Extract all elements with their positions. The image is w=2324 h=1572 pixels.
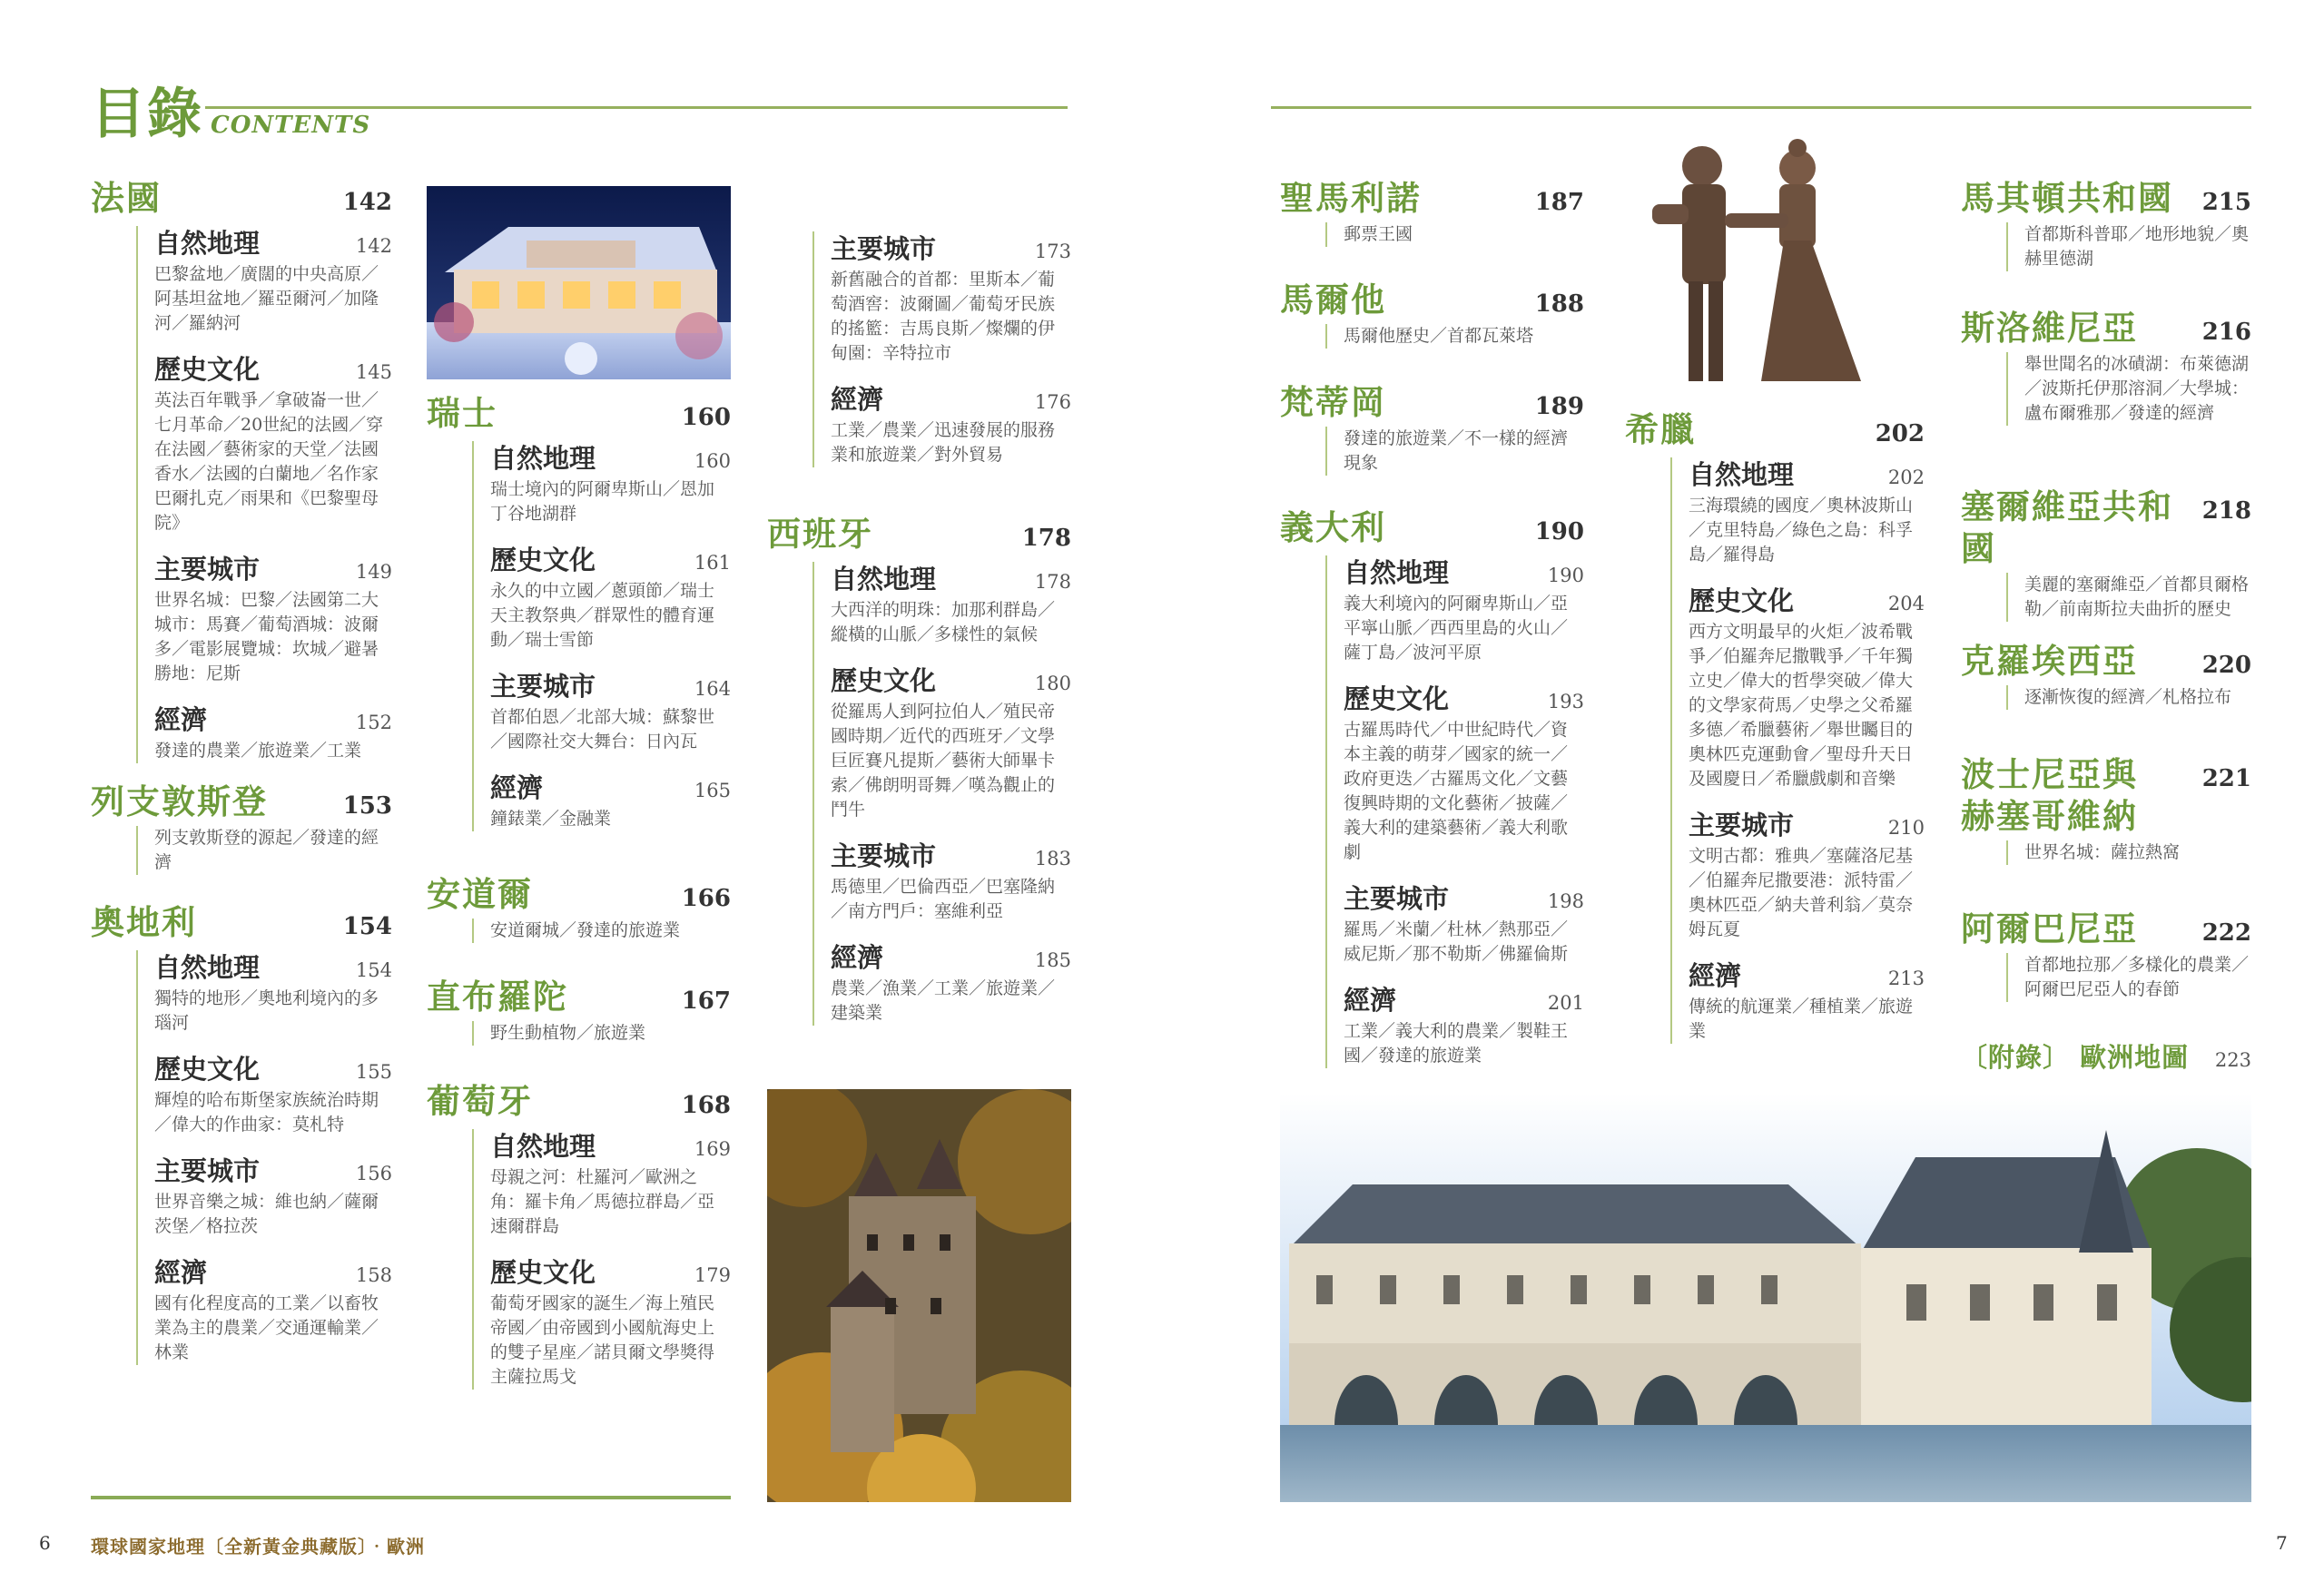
section-page: 178 bbox=[1034, 571, 1071, 593]
country-brief: 舉世聞名的冰磧湖：布萊德湖／波斯托伊那溶洞／大學城：盧布爾雅那／發達的經濟 bbox=[2006, 352, 2251, 426]
appendix-label: 〔附錄〕 歐洲地圖 bbox=[1961, 1042, 2190, 1073]
page-number-right: 7 bbox=[2276, 1532, 2288, 1554]
section-page: 165 bbox=[694, 780, 731, 801]
section-title: 自然地理 bbox=[1344, 557, 1450, 588]
section-desc: 世界名城：巴黎／法國第二大城市：馬賽／葡萄酒城：波爾多／電影展覽城：坎城／避暑勝地：尼斯 bbox=[154, 590, 379, 683]
toc-san-marino[interactable] bbox=[1280, 177, 1584, 247]
toc-switzerland[interactable] bbox=[427, 392, 731, 848]
section-title: 主要城市 bbox=[154, 1155, 261, 1186]
section-entry[interactable] bbox=[1689, 584, 1925, 791]
section-desc: 文明古都：雅典／塞薩洛尼基／伯羅奔尼撒要港：派特雷／奧林匹亞／納夫普利翁／莫奈姆瓦夏 bbox=[1689, 846, 1914, 939]
country-name: 梵蒂岡 bbox=[1280, 382, 1386, 422]
section-page: 173 bbox=[1034, 241, 1071, 262]
section-entry[interactable] bbox=[1344, 881, 1584, 967]
country-name: 塞爾維亞共和國 bbox=[1961, 486, 2173, 568]
section-desc: 從羅馬人到阿拉伯人／殖民帝國時期／近代的西班牙／文學巨匠賽凡提斯／藝術大師畢卡索／佛朗明哥舞／嘆為觀止的鬥牛 bbox=[831, 702, 1056, 820]
section-entry[interactable] bbox=[154, 1255, 392, 1365]
section-entry[interactable] bbox=[1344, 682, 1584, 865]
section-entry[interactable] bbox=[831, 663, 1071, 822]
section-entry[interactable] bbox=[154, 352, 392, 535]
section-desc: 羅馬／米蘭／杜林／熱那亞／威尼斯／那不勒斯／佛羅倫斯 bbox=[1344, 919, 1569, 964]
section-desc: 鐘錶業／金融業 bbox=[490, 809, 612, 829]
country-page: 218 bbox=[2201, 497, 2251, 525]
country-brief: 郵票王國 bbox=[1325, 222, 1584, 247]
section-title: 經濟 bbox=[1689, 960, 1742, 991]
country-name: 阿爾巴尼亞 bbox=[1961, 909, 2138, 948]
country-page: 189 bbox=[1534, 393, 1584, 420]
country-page: 167 bbox=[681, 987, 731, 1015]
section-page: 193 bbox=[1547, 691, 1584, 712]
section-title: 主要城市 bbox=[1344, 883, 1450, 914]
country-name: 直布羅陀 bbox=[427, 977, 568, 1017]
statue-couple-photo bbox=[1625, 132, 1925, 384]
country-brief: 世界名城：薩拉熱窩 bbox=[2006, 840, 2251, 865]
country-name: 馬爾他 bbox=[1280, 280, 1386, 319]
country-page: 190 bbox=[1534, 518, 1584, 545]
chateau-river-photo bbox=[1280, 1094, 2251, 1502]
country-name: 克羅埃西亞 bbox=[1961, 641, 2138, 681]
country-page: 188 bbox=[1534, 290, 1584, 318]
section-page: 145 bbox=[355, 361, 392, 383]
toc-appendix-europe-map[interactable] bbox=[1961, 1037, 2251, 1075]
country-page: 216 bbox=[2201, 319, 2251, 346]
section-entry[interactable] bbox=[1689, 808, 1925, 942]
toc-portugal[interactable] bbox=[427, 1080, 731, 1406]
footer-rule-left bbox=[91, 1496, 731, 1499]
section-page: 152 bbox=[355, 712, 392, 733]
contents-heading bbox=[91, 71, 370, 149]
section-page: 180 bbox=[1034, 673, 1071, 694]
section-page: 142 bbox=[355, 235, 392, 257]
section-desc: 永久的中立國／蔥頭節／瑞士天主教祭典／群眾性的體育運動／瑞士雪節 bbox=[490, 581, 715, 650]
section-title: 經濟 bbox=[1344, 985, 1397, 1016]
country-page: 221 bbox=[2201, 765, 2251, 792]
snowy-house-photo bbox=[427, 186, 731, 379]
section-title: 經濟 bbox=[154, 704, 208, 735]
section-title: 自然地理 bbox=[490, 1131, 596, 1162]
country-page: 154 bbox=[342, 913, 392, 940]
toc-greece[interactable] bbox=[1625, 408, 1925, 1060]
section-desc: 英法百年戰爭／拿破崙一世／七月革命／20世紀的法國／穿在法國／藝術家的天堂／法國香水／法國的白蘭地／名作家巴爾扎克／雨果和《巴黎聖母院》 bbox=[154, 390, 384, 533]
section-title: 主要城市 bbox=[490, 671, 596, 702]
section-title: 歷史文化 bbox=[154, 1054, 261, 1085]
country-brief: 發達的旅遊業／不一樣的經濟現象 bbox=[1325, 427, 1584, 476]
section-desc: 西方文明最早的火炬／波希戰爭／伯羅奔尼撒戰爭／千年獨立史／偉大的哲學突破／偉大的文學家荷馬／史學之父希羅多德／希臘藝術／舉世矚目的奧林匹克運動會／聖母升天日及國慶日／希臘戲劇和音樂 bbox=[1689, 622, 1914, 789]
toc-france[interactable] bbox=[91, 177, 392, 780]
section-entry[interactable] bbox=[490, 1255, 731, 1390]
section-entry[interactable] bbox=[154, 702, 392, 763]
section-page: 155 bbox=[355, 1061, 392, 1083]
section-entry[interactable] bbox=[831, 231, 1071, 366]
section-desc: 母親之河：杜羅河／歐洲之角：羅卡角／馬德拉群島／亞速爾群島 bbox=[490, 1167, 715, 1236]
section-title: 歷史文化 bbox=[154, 354, 261, 385]
section-page: 149 bbox=[355, 561, 392, 583]
section-desc: 獨特的地形／奧地利境內的多瑙河 bbox=[154, 988, 379, 1033]
section-desc: 巴黎盆地／廣闊的中央高原／阿基坦盆地／羅亞爾河／加隆河／羅納河 bbox=[154, 264, 379, 333]
toc-albania[interactable] bbox=[1961, 908, 2251, 1002]
toc-slovenia[interactable] bbox=[1961, 307, 2251, 426]
section-page: 161 bbox=[694, 552, 731, 574]
section-title: 歷史文化 bbox=[490, 545, 596, 575]
section-entry[interactable] bbox=[831, 940, 1071, 1026]
section-desc: 國有化程度高的工業／以畜牧業為主的農業／交通運輸業／林業 bbox=[154, 1293, 379, 1362]
country-brief: 逐漸恢復的經濟／札格拉布 bbox=[2006, 685, 2251, 710]
section-page: 156 bbox=[355, 1163, 392, 1184]
country-page: 220 bbox=[2201, 652, 2251, 679]
section-entry[interactable] bbox=[1344, 983, 1584, 1068]
section-desc: 葡萄牙國家的誕生／海上殖民帝國／由帝國到小國航海史上的雙子星座／諾貝爾文學獎得主薩拉馬戈 bbox=[490, 1293, 715, 1387]
section-desc: 世界音樂之城：維也納／薩爾茨堡／格拉茨 bbox=[154, 1192, 379, 1236]
country-brief: 首都地拉那／多樣化的農業／阿爾巴尼亞人的春節 bbox=[2006, 953, 2251, 1002]
appendix-page: 223 bbox=[2214, 1049, 2251, 1071]
section-title: 主要城市 bbox=[831, 233, 937, 264]
section-title: 經濟 bbox=[490, 772, 544, 803]
toc-bosnia-herzegovina[interactable] bbox=[1961, 753, 2251, 865]
section-page: 169 bbox=[694, 1138, 731, 1160]
country-brief: 野生動植物／旅遊業 bbox=[472, 1021, 731, 1046]
country-name: 瑞士 bbox=[427, 393, 497, 433]
section-entry[interactable] bbox=[154, 226, 392, 336]
country-brief: 列支敦斯登的源起／發達的經濟 bbox=[136, 826, 392, 875]
country-page: 153 bbox=[342, 792, 392, 820]
country-name: 葡萄牙 bbox=[427, 1081, 533, 1121]
section-page: 202 bbox=[1887, 467, 1925, 488]
section-entry[interactable] bbox=[831, 839, 1071, 924]
country-name: 安道爾 bbox=[427, 874, 533, 914]
toc-austria[interactable] bbox=[91, 901, 392, 1381]
toc-liechtenstein[interactable] bbox=[91, 781, 392, 875]
section-title: 歷史文化 bbox=[1344, 683, 1450, 714]
section-page: 164 bbox=[694, 678, 731, 700]
section-page: 185 bbox=[1034, 949, 1071, 971]
section-desc: 新舊融合的首都：里斯本／葡萄酒窖：波爾圖／葡萄牙民族的搖籃：吉馬良斯／燦爛的伊甸園：辛特拉市 bbox=[831, 270, 1056, 363]
toc-serbia[interactable] bbox=[1961, 486, 2251, 622]
section-title: 經濟 bbox=[831, 942, 884, 973]
section-desc: 工業／義大利的農業／製鞋王國／發達的旅遊業 bbox=[1344, 1021, 1569, 1066]
section-desc: 工業／農業／迅速發展的服務業和旅遊業／對外貿易 bbox=[831, 420, 1056, 465]
section-desc: 發達的農業／旅遊業／工業 bbox=[154, 741, 362, 761]
page-number-left: 6 bbox=[39, 1532, 51, 1554]
contents-title-zh: 目錄 bbox=[91, 83, 203, 146]
section-entry[interactable] bbox=[490, 441, 731, 526]
country-page: 222 bbox=[2201, 919, 2251, 947]
section-page: 198 bbox=[1547, 890, 1584, 912]
section-title: 主要城市 bbox=[154, 554, 261, 585]
section-page: 176 bbox=[1034, 391, 1071, 413]
section-entry[interactable] bbox=[154, 950, 392, 1036]
section-desc: 傳統的航運業／種植業／旅遊業 bbox=[1689, 997, 1914, 1041]
country-name: 列支敦斯登 bbox=[91, 781, 268, 821]
section-page: 213 bbox=[1887, 968, 1925, 989]
section-page: 160 bbox=[694, 450, 731, 472]
section-page: 179 bbox=[694, 1264, 731, 1286]
section-desc: 古羅馬時代／中世紀時代／資本主義的萌芽／國家的統一／政府更迭／古羅馬文化／文藝復興時期的文化藝術／披薩／義大利的建築藝術／義大利歌劇 bbox=[1344, 720, 1569, 862]
country-name: 斯洛維尼亞 bbox=[1961, 308, 2138, 348]
country-page: 202 bbox=[1875, 420, 1925, 447]
section-entry[interactable] bbox=[831, 382, 1071, 467]
toc-italy[interactable] bbox=[1280, 506, 1584, 1085]
castle-forest-photo bbox=[767, 1089, 1071, 1502]
country-name: 聖馬利諾 bbox=[1280, 178, 1422, 218]
section-title: 自然地理 bbox=[1689, 459, 1795, 490]
section-page: 158 bbox=[355, 1264, 392, 1286]
section-entry[interactable] bbox=[490, 669, 731, 754]
section-title: 自然地理 bbox=[154, 228, 261, 259]
country-name: 法國 bbox=[91, 178, 162, 218]
toc-vatican[interactable] bbox=[1280, 381, 1584, 476]
section-title: 自然地理 bbox=[831, 564, 937, 594]
country-page: 187 bbox=[1534, 189, 1584, 216]
section-entry[interactable] bbox=[490, 543, 731, 653]
book-title: 環球國家地理〔全新黃金典藏版〕‧歐洲 bbox=[91, 1536, 425, 1557]
section-title: 歷史文化 bbox=[831, 665, 937, 696]
section-page: 154 bbox=[355, 959, 392, 981]
section-desc: 瑞士境內的阿爾卑斯山／恩加丁谷地湖群 bbox=[490, 479, 715, 524]
section-title: 主要城市 bbox=[831, 840, 937, 871]
country-name: 西班牙 bbox=[767, 514, 873, 554]
country-brief: 首都斯科普耶／地形地貌／奧赫里德湖 bbox=[2006, 222, 2251, 271]
header-rule-right bbox=[1271, 106, 2251, 109]
section-page: 201 bbox=[1547, 992, 1584, 1014]
section-page: 204 bbox=[1887, 593, 1925, 614]
section-title: 自然地理 bbox=[490, 443, 596, 474]
section-desc: 義大利境內的阿爾卑斯山／亞平寧山脈／西西里島的火山／薩丁島／波河平原 bbox=[1344, 594, 1569, 663]
contents-title-en: CONTENTS bbox=[211, 112, 371, 139]
section-page: 190 bbox=[1547, 565, 1584, 586]
section-page: 183 bbox=[1034, 848, 1071, 870]
section-entry[interactable] bbox=[1344, 555, 1584, 665]
country-name-line1: 波士尼亞與 bbox=[1961, 754, 2138, 794]
country-brief: 安道爾城／發達的旅遊業 bbox=[472, 919, 731, 943]
country-page: 160 bbox=[681, 404, 731, 431]
section-title: 自然地理 bbox=[154, 952, 261, 983]
country-page: 166 bbox=[681, 885, 731, 912]
toc-portugal-continued[interactable] bbox=[767, 231, 1071, 484]
section-entry[interactable] bbox=[154, 552, 392, 686]
section-title: 經濟 bbox=[831, 384, 884, 415]
country-page: 142 bbox=[342, 189, 392, 216]
country-name-line2: 赫塞哥維納 bbox=[1961, 796, 2138, 836]
country-page: 168 bbox=[681, 1092, 731, 1119]
section-title: 經濟 bbox=[154, 1257, 208, 1288]
section-entry[interactable] bbox=[831, 562, 1071, 647]
section-entry[interactable] bbox=[490, 771, 731, 831]
country-page: 215 bbox=[2201, 189, 2251, 216]
section-desc: 首都伯恩／北部大城：蘇黎世／國際社交大舞台：日內瓦 bbox=[490, 707, 715, 752]
section-desc: 馬德里／巴倫西亞／巴塞隆納／南方門戶：塞維利亞 bbox=[831, 877, 1056, 921]
country-brief: 美麗的塞爾維亞／首都貝爾格勒／前南斯拉夫曲折的歷史 bbox=[2006, 573, 2251, 622]
section-entry[interactable] bbox=[154, 1154, 392, 1239]
country-name: 希臘 bbox=[1625, 409, 1696, 449]
toc-macedonia[interactable] bbox=[1961, 177, 2251, 271]
section-title: 主要城市 bbox=[1689, 810, 1795, 840]
country-brief: 馬爾他歷史／首都瓦萊塔 bbox=[1325, 324, 1584, 349]
toc-spain[interactable] bbox=[767, 513, 1071, 1042]
section-entry[interactable] bbox=[1689, 958, 1925, 1044]
country-page: 178 bbox=[1021, 525, 1071, 552]
section-entry[interactable] bbox=[1689, 457, 1925, 567]
country-name: 義大利 bbox=[1280, 507, 1386, 547]
toc-croatia[interactable] bbox=[1961, 640, 2251, 710]
country-name: 奧地利 bbox=[91, 902, 197, 942]
section-desc: 農業／漁業／工業／旅遊業／建築業 bbox=[831, 978, 1056, 1023]
country-name: 馬其頓共和國 bbox=[1961, 178, 2173, 218]
section-title: 歷史文化 bbox=[490, 1257, 596, 1288]
toc-gibraltar[interactable] bbox=[427, 976, 731, 1046]
section-entry[interactable] bbox=[154, 1052, 392, 1137]
toc-malta[interactable] bbox=[1280, 279, 1584, 349]
section-desc: 輝煌的哈布斯堡家族統治時期／偉大的作曲家：莫札特 bbox=[154, 1090, 379, 1135]
section-title: 歷史文化 bbox=[1689, 585, 1795, 616]
section-desc: 三海環繞的國度／奧林波斯山／克里特島／綠色之島：科孚島／羅得島 bbox=[1689, 496, 1914, 565]
section-page: 210 bbox=[1887, 817, 1925, 839]
section-desc: 大西洋的明珠：加那利群島／縱橫的山脈／多樣性的氣候 bbox=[831, 600, 1056, 644]
section-entry[interactable] bbox=[490, 1129, 731, 1239]
toc-andorra[interactable] bbox=[427, 873, 731, 943]
